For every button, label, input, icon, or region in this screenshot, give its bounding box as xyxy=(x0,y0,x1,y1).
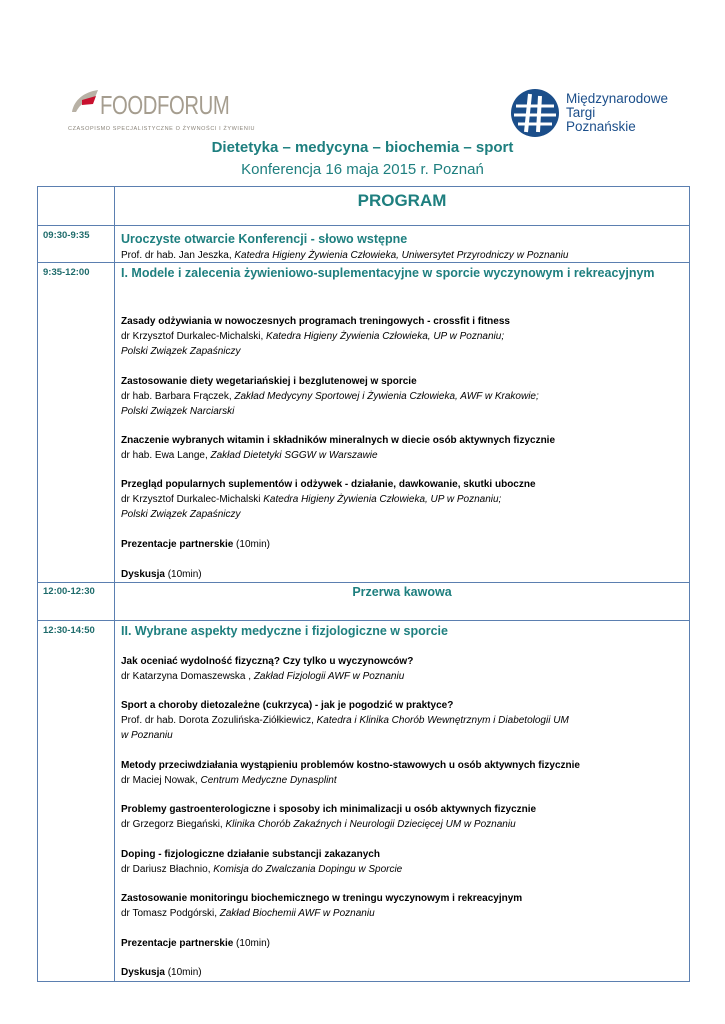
speaker-line xyxy=(121,329,504,344)
foodforum-logo xyxy=(68,86,256,136)
talk-title: Przegląd popularnych suplementów i odżywek - działanie, dawkowanie, skutki uboczne xyxy=(121,479,536,490)
partner-presentations xyxy=(121,537,270,552)
speaker-line xyxy=(121,389,539,404)
conference-title: Dietetyka – medycyna – biochemia – sport xyxy=(211,139,514,156)
partner-duration: (10min) xyxy=(233,938,270,949)
time-slot: 09:30-9:35 xyxy=(43,230,90,241)
speaker-line xyxy=(121,404,234,419)
speaker-line xyxy=(121,492,501,507)
table-column-divider xyxy=(114,186,115,982)
foodforum-wordmark: FOODFORUM xyxy=(100,90,230,120)
coffee-break-title: Przerwa kawowa xyxy=(352,585,452,599)
speaker-affiliation: Polski Związek Zapaśniczy xyxy=(121,509,241,520)
program-heading: PROGRAM xyxy=(357,191,447,210)
speaker-affiliation: Katedra Higieny Żywienia Człowieka, UP w Poznaniu; xyxy=(263,494,502,505)
speaker-line xyxy=(121,906,375,921)
table-row-divider xyxy=(37,620,690,621)
speaker-line xyxy=(121,728,173,743)
partner-label: Prezentacje partnerskie xyxy=(121,539,234,550)
discussion-label: Dyskusja xyxy=(121,569,165,580)
speaker-affiliation: w Poznaniu xyxy=(121,730,173,741)
time-slot: 9:35-12:00 xyxy=(43,267,90,278)
time-slot: 12:30-14:50 xyxy=(43,625,95,636)
speaker-name: Prof. dr hab. Dorota Zozulińska-Ziółkiewicz, xyxy=(121,715,317,726)
talk-title: Zastosowanie diety wegetariańskiej i bezglutenowej w sporcie xyxy=(121,376,417,387)
speaker-affiliation: Centrum Medyczne Dynasplint xyxy=(200,775,337,786)
table-row-divider xyxy=(37,225,690,226)
partner-label: Prezentacje partnerskie xyxy=(121,938,234,949)
foodforum-emblem-icon xyxy=(68,86,102,116)
discussion-duration: (10min) xyxy=(164,967,202,978)
speaker-line xyxy=(121,507,240,522)
speaker-affiliation: Katedra i Klinika Chorób Wewnętrznym i Diabetologii UM xyxy=(316,715,569,726)
speaker-line xyxy=(121,817,516,832)
mtp-name xyxy=(566,92,668,134)
foodforum-tagline: CZASOPISMO SPECJALISTYCZNE O ŻYWNOŚCI I ŻYWIENIU xyxy=(68,126,256,132)
speaker-affiliation: Katedra Higieny Żywienia Człowieka, Uniwersytet Przyrodniczy w Poznaniu xyxy=(234,250,569,261)
speaker-name: Prof. dr hab. Jan Jeszka, xyxy=(121,250,235,261)
talk-title: Metody przeciwdziałania wystąpieniu problemów kostno-stawowych u osób aktywnych fizycznie xyxy=(121,760,580,771)
mtp-line1: Międzynarodowe xyxy=(566,91,669,106)
speaker-affiliation: Zakład Fizjologii AWF w Poznaniu xyxy=(253,671,405,682)
speaker-line xyxy=(121,448,378,463)
discussion-duration: (10min) xyxy=(164,569,202,580)
speaker-name: dr Grzegorz Biegański, xyxy=(121,819,226,830)
speaker-name: dr Krzysztof Durkalec-Michalski xyxy=(121,494,264,505)
speaker-line xyxy=(121,713,569,728)
talk-title: Zastosowanie monitoringu biochemicznego w treningu wyczynowym i rekreacyjnym xyxy=(121,893,523,904)
talk-title: Zasady odżywiania w nowoczesnych programach treningowych - crossfit i fitness xyxy=(121,316,510,327)
mtp-line3: Poznańskie xyxy=(566,119,636,134)
speaker-affiliation: Polski Związek Zapaśniczy xyxy=(121,346,241,357)
speaker-name: dr Krzysztof Durkalec-Michalski, xyxy=(121,331,267,342)
mtp-line2: Targi xyxy=(566,105,596,120)
mtp-logo xyxy=(510,88,685,140)
speaker-name: dr hab. Barbara Frączek, xyxy=(121,391,235,402)
mtp-globe-icon xyxy=(510,88,560,138)
speaker-name: dr Maciej Nowak, xyxy=(121,775,201,786)
speaker-line xyxy=(121,344,240,359)
talk-title: Znaczenie wybranych witamin i składników mineralnych w diecie osób aktywnych fizycznie xyxy=(121,435,556,446)
speaker-line xyxy=(121,773,337,788)
time-slot: 12:00-12:30 xyxy=(43,586,95,597)
speaker-affiliation: Zakład Medycyny Sportowej i Żywienia Człowieka, AWF w Krakowie; xyxy=(234,391,539,402)
partner-duration: (10min) xyxy=(233,539,270,550)
speaker-line xyxy=(121,669,404,684)
speaker-name: dr Tomasz Podgórski, xyxy=(121,908,220,919)
speaker-affiliation: Komisja do Zwalczania Dopingu w Sporcie xyxy=(213,864,403,875)
speaker-name: dr Katarzyna Domaszewska , xyxy=(121,671,254,682)
speaker-line xyxy=(121,248,568,263)
table-row-divider xyxy=(37,582,690,583)
talk-title: Problemy gastroenterologiczne i sposoby ich minimalizacji u osób aktywnych fizycznie xyxy=(121,804,537,815)
speaker-line xyxy=(121,862,402,877)
speaker-affiliation: Polski Związek Narciarski xyxy=(121,406,235,417)
conference-subtitle: Konferencja 16 maja 2015 r. Poznań xyxy=(241,161,484,178)
speaker-name: dr hab. Ewa Lange, xyxy=(121,450,211,461)
session-title: Uroczyste otwarcie Konferencji - słowo wstępne xyxy=(121,232,408,246)
talk-title: Sport a choroby dietozależne (cukrzyca) - jak je pogodzić w praktyce? xyxy=(121,700,454,711)
speaker-affiliation: Katedra Higieny Żywienia Człowieka, UP w Poznaniu; xyxy=(266,331,505,342)
speaker-affiliation: Zakład Dietetyki SGGW w Warszawie xyxy=(210,450,378,461)
partner-presentations xyxy=(121,936,270,951)
discussion xyxy=(121,965,202,980)
speaker-affiliation: Klinika Chorób Zakaźnych i Neurologii Dziecięcej UM w Poznaniu xyxy=(225,819,516,830)
speaker-affiliation: Zakład Biochemii AWF w Poznaniu xyxy=(219,908,375,919)
discussion-label: Dyskusja xyxy=(121,967,165,978)
session-title: I. Modele i zalecenia żywieniowo-suplementacyjne w sporcie wyczynowym i rekreacyjnym xyxy=(121,266,655,280)
speaker-name: dr Dariusz Błachnio, xyxy=(121,864,214,875)
discussion xyxy=(121,567,202,582)
talk-title: Doping - fizjologiczne działanie substancji zakazanych xyxy=(121,849,380,860)
session-title: II. Wybrane aspekty medyczne i fizjologiczne w sporcie xyxy=(121,624,448,638)
talk-title: Jak oceniać wydolność fizyczną? Czy tylko u wyczynowców? xyxy=(121,656,414,667)
